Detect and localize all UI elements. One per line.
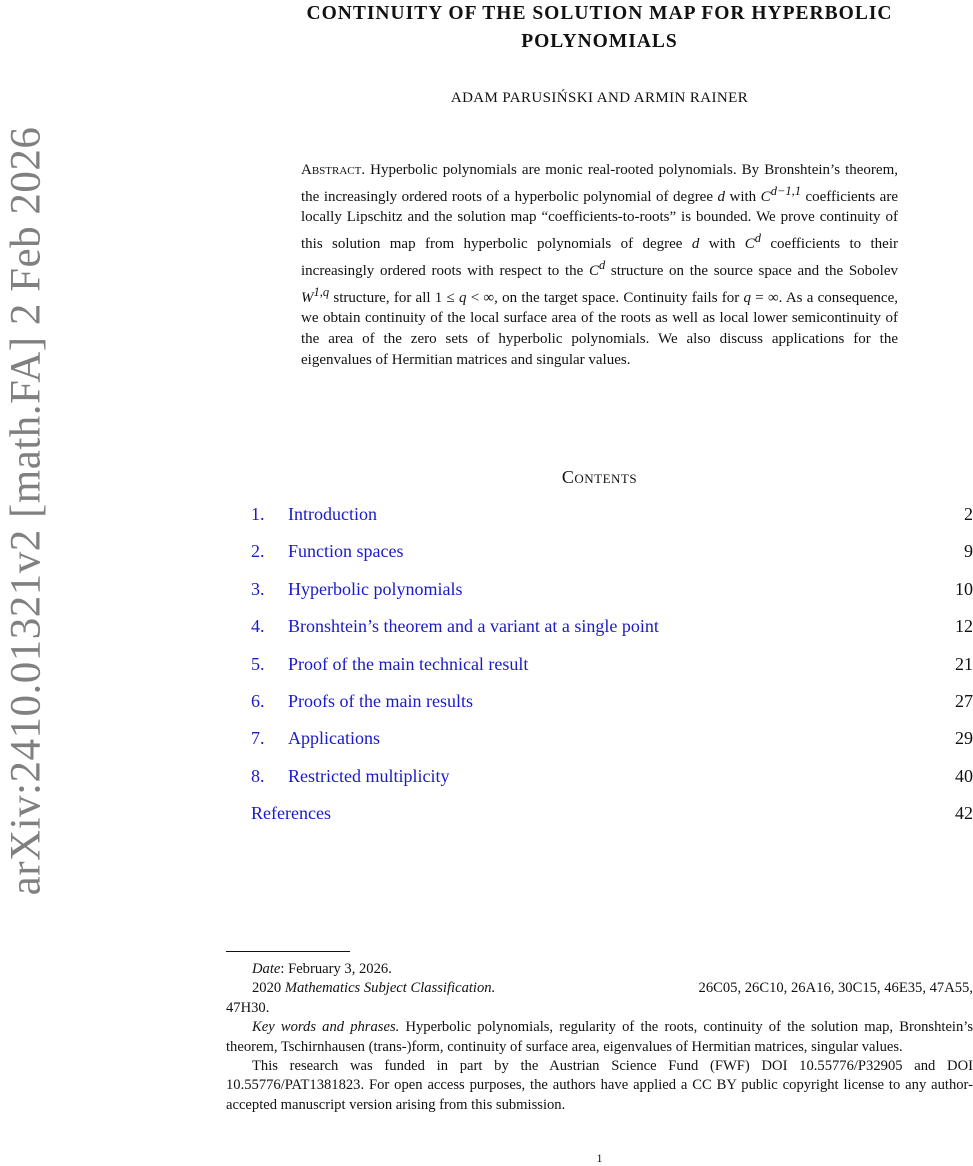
toc-page: 42 <box>955 803 973 824</box>
footnote-keywords <box>226 1018 973 1057</box>
toc-number[interactable]: 7. <box>251 728 265 749</box>
toc-number[interactable]: 8. <box>251 765 265 786</box>
math-sup: d <box>754 231 762 246</box>
toc-entry[interactable] <box>251 728 973 765</box>
arxiv-identifier: arXiv:2410.01321v2 [math.FA] 2 Feb 2026 <box>2 126 50 896</box>
math-sup: d <box>598 257 606 272</box>
title-line-2: POLYNOMIALS <box>521 31 678 52</box>
toc-link[interactable]: Proof of the main technical result <box>288 653 529 674</box>
toc-link-references[interactable]: References <box>251 803 331 824</box>
toc-page: 21 <box>955 653 973 674</box>
footnote-msc <box>226 979 973 998</box>
msc-label: Mathematics Subject Classification. <box>284 980 496 997</box>
math-sup: d−1,1 <box>770 183 801 198</box>
arxiv-side-stamp <box>2 126 50 896</box>
toc-link[interactable]: Introduction <box>288 504 377 524</box>
toc-number[interactable]: 3. <box>251 578 265 599</box>
toc-page: 29 <box>955 728 973 749</box>
footnote-msc-cont: 47H30. <box>226 999 270 1016</box>
paper-title <box>226 0 973 56</box>
toc-number[interactable]: 2. <box>251 541 265 562</box>
math-C: C <box>744 236 755 253</box>
math-d: d <box>717 188 725 205</box>
footnote-funding: This research was funded in part by the Austrian Science Fund (FWF) DOI 10.55776/P32905 and DOI 10.55776/PAT1381823. For open access purposes, the authors have applied a CC BY public copyright license to any author-accepted manuscript version arising from this submission. <box>226 1058 973 1113</box>
abstract-label: Abstract. <box>301 162 366 178</box>
toc-entry[interactable] <box>251 654 973 691</box>
abstract-text-2: with <box>725 188 761 205</box>
footnotes <box>226 960 973 1115</box>
toc-link[interactable]: Proofs of the main results <box>288 690 473 711</box>
toc-page: 12 <box>955 616 973 637</box>
toc-number[interactable]: 6. <box>251 690 265 711</box>
abstract-text-8: < ∞, on the target space. Continuity fails for <box>466 289 744 306</box>
toc-page: 27 <box>955 690 973 711</box>
toc-entry[interactable] <box>251 766 973 803</box>
keywords-text: Hyperbolic polynomials, regularity of the roots, continuity of the solution map, Bronshtein’s theorem, Tschirnhausen (trans-)form, continuity of surface area, eigenvalues of Hermitian matrices, singular values. <box>226 1019 973 1055</box>
table-of-contents <box>251 504 973 841</box>
toc-entry[interactable] <box>251 579 973 616</box>
toc-entry-references[interactable] <box>251 803 973 840</box>
toc-number[interactable]: 5. <box>251 653 265 674</box>
footnote-rule <box>226 951 350 952</box>
abstract <box>301 160 898 370</box>
keywords-label: Key words and phrases. <box>252 1019 400 1036</box>
toc-page: 40 <box>955 765 973 786</box>
toc-entry[interactable] <box>251 504 973 541</box>
abstract-text-3: coefficients are locally Lipschitz and the solution map “coefficients-to-roots” is bounded. We prove continuity of this solution map from hyperbolic polynomials of degree <box>301 188 898 253</box>
abstract-text-6: structure on the source space and the Sobolev <box>605 262 898 279</box>
math-C: C <box>588 262 599 279</box>
math-W: W <box>301 289 314 306</box>
msc-year: 2020 <box>252 980 282 997</box>
toc-number[interactable]: 4. <box>251 616 265 637</box>
math-C: C <box>760 188 771 205</box>
math-q: q <box>743 289 752 306</box>
date-value: : February 3, 2026. <box>280 961 392 977</box>
toc-number[interactable]: 1. <box>251 504 265 524</box>
toc-page: 9 <box>964 541 973 562</box>
date-label: Date <box>252 961 281 977</box>
msc-codes: 26C05, 26C10, 26A16, 30C15, 46E35, 47A55, <box>698 980 973 997</box>
contents-heading: Contents <box>561 467 638 487</box>
toc-page: 2 <box>964 504 973 524</box>
page-number: 1 <box>596 1151 603 1165</box>
toc-link[interactable]: Applications <box>288 728 380 749</box>
math-q: q <box>459 289 467 306</box>
abstract-text-5: coefficients to their increasingly ordered roots with respect to the <box>301 236 898 279</box>
abstract-text-1: Hyperbolic polynomials are monic real-rooted polynomials. By Bronshtein’s theorem, the increasingly ordered roots of a hyperbolic polynomial of degree <box>301 162 899 205</box>
title-line-1: CONTINUITY OF THE SOLUTION MAP FOR HYPERBOLIC <box>306 3 893 24</box>
abstract-text-4: with <box>699 236 745 253</box>
toc-page: 10 <box>955 578 973 599</box>
toc-entry[interactable] <box>251 541 973 578</box>
toc-link[interactable]: Hyperbolic polynomials <box>288 578 463 599</box>
toc-link[interactable]: Function spaces <box>288 541 404 562</box>
toc-link[interactable]: Bronshtein’s theorem and a variant at a single point <box>288 616 659 637</box>
toc-entry[interactable] <box>251 616 973 653</box>
abstract-text-7: structure, for all 1 ≤ <box>329 289 459 306</box>
math-d: d <box>691 236 700 253</box>
toc-entry[interactable] <box>251 691 973 728</box>
toc-link[interactable]: Restricted multiplicity <box>288 765 450 786</box>
authors: ADAM PARUSIŃSKI AND ARMIN RAINER <box>450 90 749 106</box>
math-sup: 1,q <box>313 284 330 299</box>
abstract-text-9: = ∞. As a consequence, we obtain continuity of the local surface area of the roots as well as local lower semicontinuity of the area of the zero sets of hyperbolic polynomials. We also discuss applications for the eigenvalues of Hermitian matrices and singular values. <box>301 289 898 368</box>
footnote-date <box>226 960 973 979</box>
